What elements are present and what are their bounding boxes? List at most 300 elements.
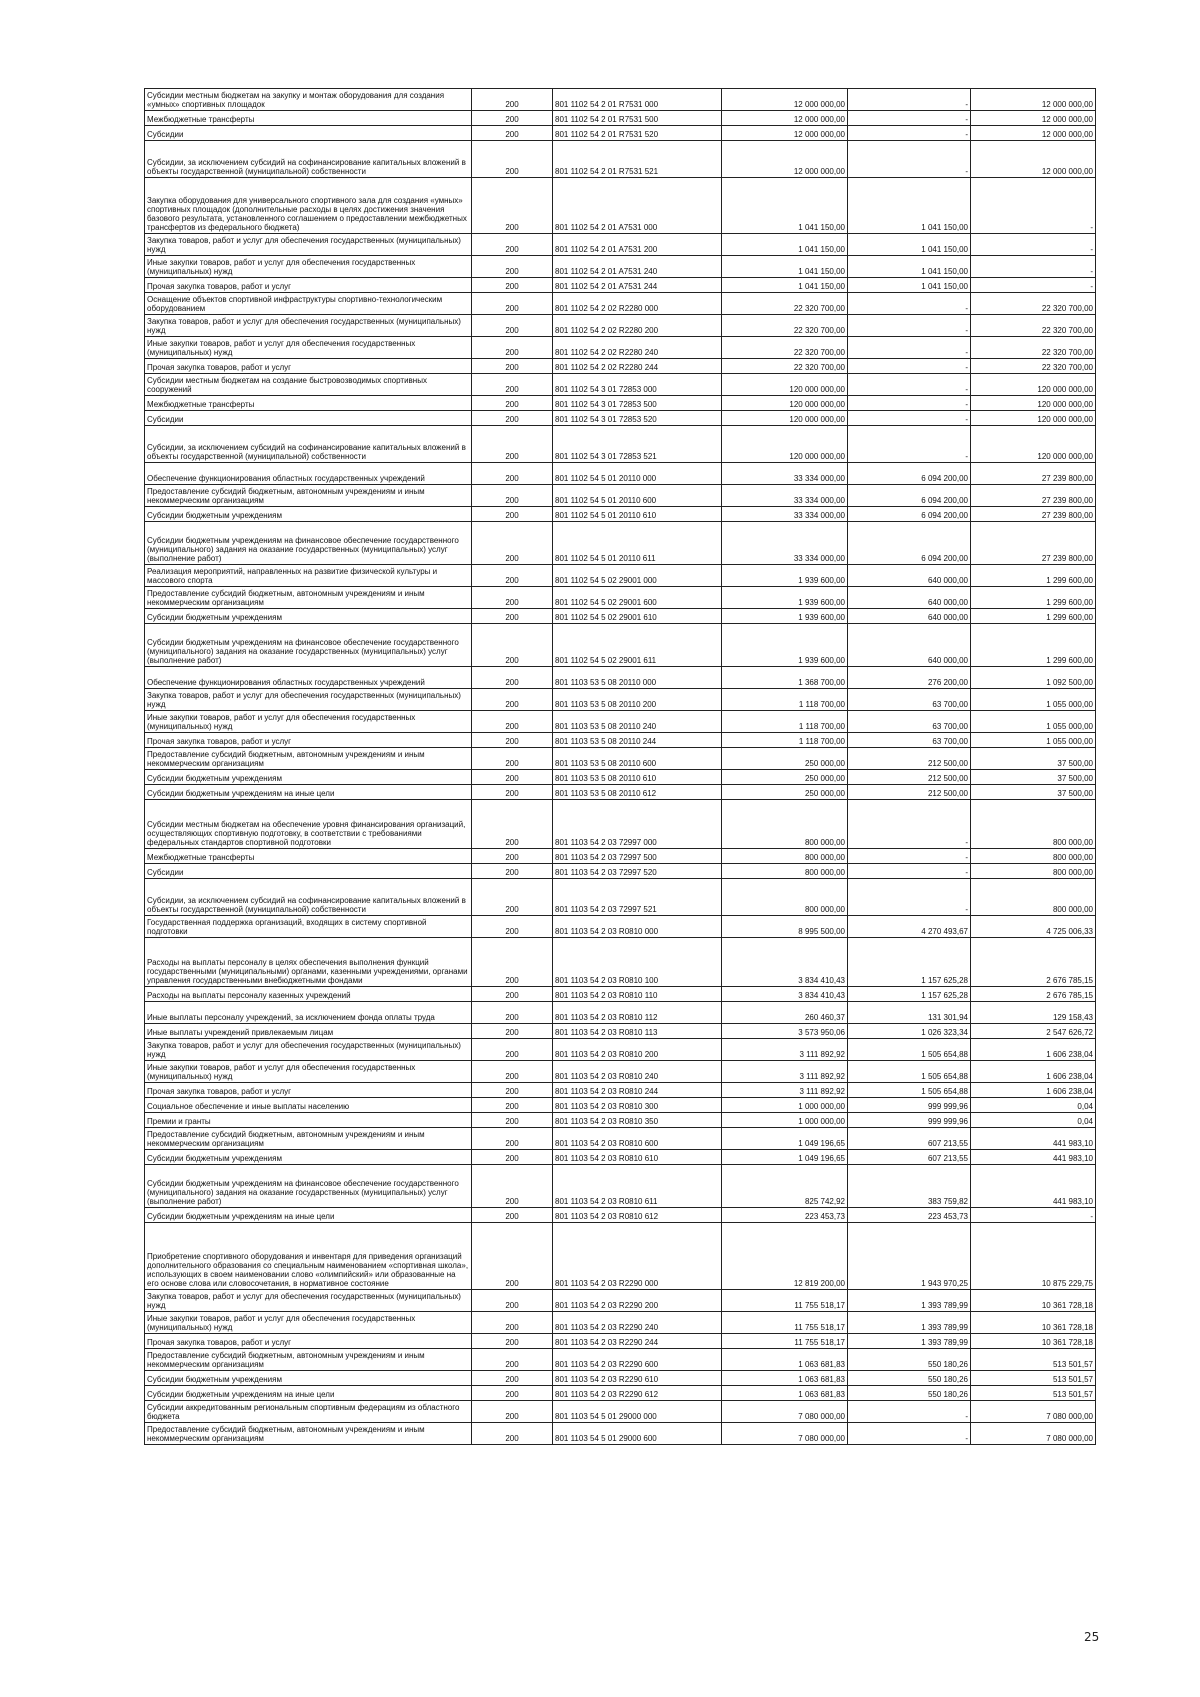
table-cell-name: Прочая закупка товаров, работ и услуг [145, 359, 472, 374]
table-cell-remainder: 120 000 000,00 [971, 396, 1096, 411]
table-cell-kbk: 801 1102 54 2 01 A7531 244 [553, 278, 722, 293]
table-cell-executed: - [848, 89, 971, 111]
table-cell-remainder: 1 299 600,00 [971, 565, 1096, 587]
table-cell-total: 8 995 500,00 [722, 916, 848, 938]
table-cell-kbk: 801 1103 54 2 03 R0810 244 [553, 1083, 722, 1098]
table-cell-remainder: 10 875 229,75 [971, 1223, 1096, 1290]
table-cell-executed: 550 180,26 [848, 1386, 971, 1401]
table-cell-name: Закупка товаров, работ и услуг для обеспечения государственных (муниципальных) нужд [145, 315, 472, 337]
table-cell-executed: 1 505 654,88 [848, 1039, 971, 1061]
table-cell-kbk: 801 1103 54 2 03 R2290 240 [553, 1312, 722, 1334]
table-cell-executed: 212 500,00 [848, 770, 971, 785]
table-cell-executed: - [848, 879, 971, 916]
table-cell-code: 200 [472, 800, 553, 849]
table-cell-remainder: 12 000 000,00 [971, 141, 1096, 178]
table-cell-kbk: 801 1102 54 3 01 72853 500 [553, 396, 722, 411]
table-cell-remainder: 1 092 500,00 [971, 667, 1096, 689]
table-cell-executed: 1 041 150,00 [848, 234, 971, 256]
table-cell-kbk: 801 1103 53 5 08 20110 200 [553, 689, 722, 711]
table-cell-executed: - [848, 411, 971, 426]
table-cell-name: Закупка товаров, работ и услуг для обеспечения государственных (муниципальных) нужд [145, 234, 472, 256]
table-cell-remainder: 37 500,00 [971, 770, 1096, 785]
table-row [145, 1223, 1096, 1290]
table-cell-kbk: 801 1102 54 3 01 72853 000 [553, 374, 722, 396]
table-cell-name: Субсидии бюджетным учреждениям [145, 507, 472, 522]
table-cell-name: Предоставление субсидий бюджетным, автономным учреждениям и иным некоммерческим организациям [145, 1128, 472, 1150]
table-cell-total: 1 041 150,00 [722, 178, 848, 234]
table-cell-name: Субсидии, за исключением субсидий на софинансирование капитальных вложений в объекты государственной (муниципальной) собственности [145, 879, 472, 916]
table-cell-code: 200 [472, 733, 553, 748]
table-cell-remainder: 12 000 000,00 [971, 126, 1096, 141]
table-cell-executed: 131 301,94 [848, 1002, 971, 1024]
table-cell-executed: 999 999,96 [848, 1113, 971, 1128]
table-cell-kbk: 801 1102 54 5 01 20110 610 [553, 507, 722, 522]
table-cell-executed: - [848, 111, 971, 126]
table-cell-name: Предоставление субсидий бюджетным, автономным учреждениям и иным некоммерческим организациям [145, 1349, 472, 1371]
table-cell-remainder: 7 080 000,00 [971, 1423, 1096, 1445]
table-cell-total: 22 320 700,00 [722, 359, 848, 374]
table-body [145, 89, 1096, 1445]
table-cell-code: 200 [472, 411, 553, 426]
table-cell-total: 33 334 000,00 [722, 485, 848, 507]
table-cell-total: 12 819 200,00 [722, 1223, 848, 1290]
table-cell-kbk: 801 1103 54 2 03 R2290 600 [553, 1349, 722, 1371]
table-cell-name: Субсидии, за исключением субсидий на софинансирование капитальных вложений в объекты государственной (муниципальной) собственности [145, 141, 472, 178]
table-cell-kbk: 801 1103 53 5 08 20110 610 [553, 770, 722, 785]
table-cell-total: 260 460,37 [722, 1002, 848, 1024]
table-cell-executed: - [848, 337, 971, 359]
table-cell-code: 200 [472, 1290, 553, 1312]
table-cell-executed: 1 505 654,88 [848, 1061, 971, 1083]
table-cell-code: 200 [472, 770, 553, 785]
table-cell-executed: 6 094 200,00 [848, 485, 971, 507]
table-row [145, 337, 1096, 359]
table-row [145, 565, 1096, 587]
table-row [145, 1334, 1096, 1349]
table-cell-kbk: 801 1103 54 2 03 R2290 244 [553, 1334, 722, 1349]
table-cell-kbk: 801 1103 54 5 01 29000 600 [553, 1423, 722, 1445]
table-row [145, 1098, 1096, 1113]
table-cell-remainder: 513 501,57 [971, 1386, 1096, 1401]
table-cell-executed: - [848, 396, 971, 411]
table-cell-kbk: 801 1102 54 2 01 R7531 520 [553, 126, 722, 141]
table-cell-code: 200 [472, 426, 553, 463]
table-row [145, 1039, 1096, 1061]
table-row [145, 770, 1096, 785]
table-cell-total: 3 834 410,43 [722, 938, 848, 987]
table-cell-kbk: 801 1103 53 5 08 20110 000 [553, 667, 722, 689]
table-cell-executed: 1 157 625,28 [848, 938, 971, 987]
table-cell-remainder: 22 320 700,00 [971, 293, 1096, 315]
table-cell-total: 1 368 700,00 [722, 667, 848, 689]
table-row [145, 1386, 1096, 1401]
table-cell-name: Иные закупки товаров, работ и услуг для обеспечения государственных (муниципальных) нужд [145, 711, 472, 733]
table-cell-kbk: 801 1102 54 3 01 72853 521 [553, 426, 722, 463]
table-cell-executed: 1 041 150,00 [848, 278, 971, 293]
table-cell-code: 200 [472, 864, 553, 879]
table-cell-remainder: 27 239 800,00 [971, 485, 1096, 507]
table-cell-total: 120 000 000,00 [722, 426, 848, 463]
table-cell-executed: 383 759,82 [848, 1165, 971, 1208]
table-cell-code: 200 [472, 396, 553, 411]
table-cell-total: 12 000 000,00 [722, 126, 848, 141]
table-cell-kbk: 801 1103 53 5 08 20110 240 [553, 711, 722, 733]
table-cell-code: 200 [472, 374, 553, 396]
table-cell-remainder: 800 000,00 [971, 849, 1096, 864]
table-cell-code: 200 [472, 141, 553, 178]
table-row [145, 1083, 1096, 1098]
table-cell-remainder: 27 239 800,00 [971, 507, 1096, 522]
table-cell-remainder: 22 320 700,00 [971, 337, 1096, 359]
table-cell-kbk: 801 1103 54 2 03 72997 500 [553, 849, 722, 864]
table-cell-total: 12 000 000,00 [722, 89, 848, 111]
table-cell-kbk: 801 1103 54 2 03 R0810 000 [553, 916, 722, 938]
table-cell-code: 200 [472, 1371, 553, 1386]
table-cell-executed: 223 453,73 [848, 1208, 971, 1223]
table-cell-remainder: 22 320 700,00 [971, 315, 1096, 337]
table-cell-name: Иные выплаты учреждений привлекаемым лицам [145, 1024, 472, 1039]
table-cell-executed: 640 000,00 [848, 624, 971, 667]
table-cell-kbk: 801 1103 54 2 03 R0810 350 [553, 1113, 722, 1128]
table-cell-name: Субсидии бюджетным учреждениям на иные цели [145, 1386, 472, 1401]
table-cell-name: Прочая закупка товаров, работ и услуг [145, 1083, 472, 1098]
table-row [145, 359, 1096, 374]
table-cell-code: 200 [472, 711, 553, 733]
table-cell-executed: 1 393 789,99 [848, 1334, 971, 1349]
table-cell-remainder: 2 676 785,15 [971, 987, 1096, 1002]
table-row [145, 1349, 1096, 1371]
table-cell-name: Государственная поддержка организаций, входящих в систему спортивной подготовки [145, 916, 472, 938]
table-cell-remainder: - [971, 278, 1096, 293]
table-cell-name: Субсидии [145, 864, 472, 879]
table-cell-total: 3 111 892,92 [722, 1083, 848, 1098]
table-cell-code: 200 [472, 748, 553, 770]
table-cell-code: 200 [472, 111, 553, 126]
table-row [145, 1128, 1096, 1150]
table-row [145, 1290, 1096, 1312]
table-cell-remainder: - [971, 1208, 1096, 1223]
table-cell-kbk: 801 1103 54 2 03 R0810 240 [553, 1061, 722, 1083]
budget-report-page [144, 88, 1096, 1445]
table-cell-remainder: 12 000 000,00 [971, 89, 1096, 111]
table-cell-kbk: 801 1102 54 2 01 R7531 000 [553, 89, 722, 111]
table-cell-kbk: 801 1102 54 5 02 29001 611 [553, 624, 722, 667]
table-cell-executed: - [848, 293, 971, 315]
table-cell-code: 200 [472, 1223, 553, 1290]
table-cell-name: Расходы на выплаты персоналу казенных учреждений [145, 987, 472, 1002]
table-cell-total: 11 755 518,17 [722, 1312, 848, 1334]
table-cell-code: 200 [472, 1312, 553, 1334]
page-number: 25 [1084, 1630, 1100, 1644]
table-cell-total: 22 320 700,00 [722, 293, 848, 315]
table-row [145, 485, 1096, 507]
table-cell-total: 1 118 700,00 [722, 733, 848, 748]
table-cell-code: 200 [472, 1150, 553, 1165]
table-cell-kbk: 801 1103 53 5 08 20110 600 [553, 748, 722, 770]
table-cell-code: 200 [472, 938, 553, 987]
table-cell-code: 200 [472, 689, 553, 711]
table-cell-remainder: 120 000 000,00 [971, 426, 1096, 463]
table-cell-total: 223 453,73 [722, 1208, 848, 1223]
table-cell-total: 1 939 600,00 [722, 624, 848, 667]
table-cell-remainder: - [971, 234, 1096, 256]
table-cell-kbk: 801 1103 54 2 03 R0810 300 [553, 1098, 722, 1113]
table-cell-name: Межбюджетные трансферты [145, 396, 472, 411]
table-cell-remainder: 2 547 626,72 [971, 1024, 1096, 1039]
table-cell-name: Закупка товаров, работ и услуг для обеспечения государственных (муниципальных) нужд [145, 1290, 472, 1312]
table-cell-total: 800 000,00 [722, 864, 848, 879]
table-cell-total: 1 000 000,00 [722, 1098, 848, 1113]
table-cell-code: 200 [472, 849, 553, 864]
table-row [145, 938, 1096, 987]
table-cell-executed: - [848, 1401, 971, 1423]
table-row [145, 1150, 1096, 1165]
table-cell-remainder: 120 000 000,00 [971, 411, 1096, 426]
table-cell-executed: - [848, 315, 971, 337]
table-cell-executed: 1 157 625,28 [848, 987, 971, 1002]
table-cell-name: Субсидии, за исключением субсидий на софинансирование капитальных вложений в объекты государственной (муниципальной) собственности [145, 426, 472, 463]
table-cell-name: Предоставление субсидий бюджетным, автономным учреждениям и иным некоммерческим организациям [145, 1423, 472, 1445]
table-cell-total: 33 334 000,00 [722, 463, 848, 485]
table-cell-code: 200 [472, 337, 553, 359]
table-cell-remainder: 37 500,00 [971, 748, 1096, 770]
table-cell-remainder: 27 239 800,00 [971, 463, 1096, 485]
table-cell-kbk: 801 1102 54 2 02 R2280 244 [553, 359, 722, 374]
table-row [145, 1113, 1096, 1128]
table-cell-executed: 640 000,00 [848, 609, 971, 624]
table-cell-name: Субсидии бюджетным учреждениям [145, 770, 472, 785]
table-cell-kbk: 801 1103 54 2 03 R0810 100 [553, 938, 722, 987]
table-cell-code: 200 [472, 1098, 553, 1113]
table-row [145, 256, 1096, 278]
table-cell-kbk: 801 1102 54 5 01 20110 000 [553, 463, 722, 485]
table-cell-name: Реализация мероприятий, направленных на развитие физической культуры и массового спорта [145, 565, 472, 587]
table-cell-kbk: 801 1102 54 2 01 R7531 500 [553, 111, 722, 126]
table-cell-total: 22 320 700,00 [722, 315, 848, 337]
table-cell-remainder: 441 983,10 [971, 1128, 1096, 1150]
table-cell-name: Иные закупки товаров, работ и услуг для обеспечения государственных (муниципальных) нужд [145, 1061, 472, 1083]
table-row [145, 396, 1096, 411]
table-cell-total: 7 080 000,00 [722, 1401, 848, 1423]
table-cell-total: 1 939 600,00 [722, 609, 848, 624]
table-cell-executed: 276 200,00 [848, 667, 971, 689]
table-cell-kbk: 801 1103 54 2 03 R0810 612 [553, 1208, 722, 1223]
table-cell-code: 200 [472, 1334, 553, 1349]
table-cell-executed: - [848, 1423, 971, 1445]
table-cell-kbk: 801 1103 54 2 03 R0810 600 [553, 1128, 722, 1150]
table-cell-executed: 212 500,00 [848, 785, 971, 800]
table-cell-name: Субсидии бюджетным учреждениям на финансовое обеспечение государственного (муниципального) задания на оказание государственных (муниципальных) услуг (выполнение работ) [145, 522, 472, 565]
table-cell-remainder: 2 676 785,15 [971, 938, 1096, 987]
table-cell-total: 7 080 000,00 [722, 1423, 848, 1445]
table-cell-code: 200 [472, 879, 553, 916]
table-cell-executed: 1 041 150,00 [848, 256, 971, 278]
table-cell-remainder: 1 299 600,00 [971, 624, 1096, 667]
table-cell-code: 200 [472, 565, 553, 587]
table-cell-code: 200 [472, 463, 553, 485]
table-cell-kbk: 801 1102 54 5 02 29001 600 [553, 587, 722, 609]
table-cell-total: 800 000,00 [722, 879, 848, 916]
table-cell-kbk: 801 1102 54 2 01 A7531 000 [553, 178, 722, 234]
table-cell-code: 200 [472, 1128, 553, 1150]
table-cell-total: 33 334 000,00 [722, 522, 848, 565]
table-cell-code: 200 [472, 1083, 553, 1098]
table-cell-code: 200 [472, 315, 553, 337]
table-cell-total: 250 000,00 [722, 748, 848, 770]
table-cell-name: Субсидии бюджетным учреждениям [145, 609, 472, 624]
table-cell-executed: - [848, 374, 971, 396]
table-cell-remainder: 1 299 600,00 [971, 587, 1096, 609]
table-cell-remainder: 1 606 238,04 [971, 1039, 1096, 1061]
table-cell-total: 800 000,00 [722, 800, 848, 849]
table-cell-remainder: 1 606 238,04 [971, 1061, 1096, 1083]
table-cell-total: 1 063 681,83 [722, 1386, 848, 1401]
table-cell-name: Субсидии местным бюджетам на закупку и монтаж оборудования для создания «умных» спортивных площадок [145, 89, 472, 111]
table-cell-code: 200 [472, 89, 553, 111]
table-cell-name: Закупка оборудования для универсального спортивного зала для создания «умных» спортивных площадок (дополнительные расходы в целях достижения значения базового результата, установленного соглашением о предоставлении межбюджетных трансфертов из федерального бюджета) [145, 178, 472, 234]
table-cell-executed: 4 270 493,67 [848, 916, 971, 938]
table-cell-remainder: 1 055 000,00 [971, 689, 1096, 711]
table-row [145, 141, 1096, 178]
table-cell-executed: 550 180,26 [848, 1349, 971, 1371]
table-cell-kbk: 801 1103 54 2 03 R0810 110 [553, 987, 722, 1002]
table-row [145, 879, 1096, 916]
table-row [145, 1024, 1096, 1039]
table-row [145, 463, 1096, 485]
table-cell-executed: 999 999,96 [848, 1098, 971, 1113]
table-cell-total: 33 334 000,00 [722, 507, 848, 522]
table-row [145, 785, 1096, 800]
table-cell-name: Закупка товаров, работ и услуг для обеспечения государственных (муниципальных) нужд [145, 1039, 472, 1061]
table-cell-executed: 550 180,26 [848, 1371, 971, 1386]
table-row [145, 689, 1096, 711]
table-row [145, 748, 1096, 770]
table-cell-name: Социальное обеспечение и иные выплаты населению [145, 1098, 472, 1113]
table-cell-kbk: 801 1103 54 2 03 R2290 612 [553, 1386, 722, 1401]
table-row [145, 411, 1096, 426]
table-row [145, 507, 1096, 522]
table-cell-executed: 6 094 200,00 [848, 463, 971, 485]
table-cell-code: 200 [472, 178, 553, 234]
table-cell-name: Субсидии местным бюджетам на создание быстровозводимых спортивных сооружений [145, 374, 472, 396]
table-cell-total: 1 049 196,65 [722, 1150, 848, 1165]
table-cell-executed: 63 700,00 [848, 711, 971, 733]
table-cell-executed: 1 943 970,25 [848, 1223, 971, 1290]
table-cell-executed: - [848, 849, 971, 864]
table-cell-executed: 1 393 789,99 [848, 1290, 971, 1312]
table-cell-name: Закупка товаров, работ и услуг для обеспечения государственных (муниципальных) нужд [145, 689, 472, 711]
table-cell-remainder: 120 000 000,00 [971, 374, 1096, 396]
table-cell-name: Иные выплаты персоналу учреждений, за исключением фонда оплаты труда [145, 1002, 472, 1024]
table-row [145, 522, 1096, 565]
table-cell-code: 200 [472, 1165, 553, 1208]
table-cell-kbk: 801 1102 54 2 02 R2280 200 [553, 315, 722, 337]
table-cell-name: Субсидии бюджетным учреждениям на финансовое обеспечение государственного (муниципального) задания на оказание государственных (муниципальных) услуг (выполнение работ) [145, 624, 472, 667]
table-cell-code: 200 [472, 1208, 553, 1223]
table-cell-kbk: 801 1103 54 2 03 72997 000 [553, 800, 722, 849]
table-row [145, 864, 1096, 879]
table-cell-name: Обеспечение функционирования областных государственных учреждений [145, 667, 472, 689]
table-cell-kbk: 801 1103 54 2 03 R0810 611 [553, 1165, 722, 1208]
table-cell-total: 12 000 000,00 [722, 111, 848, 126]
table-cell-total: 1 000 000,00 [722, 1113, 848, 1128]
table-cell-kbk: 801 1102 54 5 01 20110 611 [553, 522, 722, 565]
table-row [145, 1002, 1096, 1024]
table-row [145, 916, 1096, 938]
table-cell-executed: - [848, 141, 971, 178]
table-cell-remainder: 800 000,00 [971, 879, 1096, 916]
table-cell-kbk: 801 1103 54 2 03 72997 521 [553, 879, 722, 916]
table-cell-total: 1 939 600,00 [722, 587, 848, 609]
table-cell-remainder: 441 983,10 [971, 1165, 1096, 1208]
table-cell-code: 200 [472, 667, 553, 689]
table-row [145, 987, 1096, 1002]
table-cell-name: Межбюджетные трансферты [145, 111, 472, 126]
table-cell-total: 250 000,00 [722, 785, 848, 800]
table-row [145, 1401, 1096, 1423]
table-cell-remainder: 1 299 600,00 [971, 609, 1096, 624]
table-cell-code: 200 [472, 785, 553, 800]
table-row [145, 1312, 1096, 1334]
table-cell-name: Иные закупки товаров, работ и услуг для обеспечения государственных (муниципальных) нужд [145, 337, 472, 359]
table-row [145, 278, 1096, 293]
table-cell-name: Предоставление субсидий бюджетным, автономным учреждениям и иным некоммерческим организациям [145, 587, 472, 609]
table-cell-executed: 6 094 200,00 [848, 522, 971, 565]
table-cell-kbk: 801 1103 54 2 03 R0810 200 [553, 1039, 722, 1061]
table-cell-code: 200 [472, 1024, 553, 1039]
table-cell-kbk: 801 1102 54 2 01 R7531 521 [553, 141, 722, 178]
table-row [145, 89, 1096, 111]
table-cell-code: 200 [472, 587, 553, 609]
table-cell-name: Прочая закупка товаров, работ и услуг [145, 733, 472, 748]
table-cell-name: Субсидии бюджетным учреждениям на иные цели [145, 785, 472, 800]
table-cell-kbk: 801 1102 54 5 02 29001 000 [553, 565, 722, 587]
table-row [145, 624, 1096, 667]
table-cell-code: 200 [472, 359, 553, 374]
table-cell-kbk: 801 1103 54 2 03 R2290 610 [553, 1371, 722, 1386]
table-cell-remainder: 10 361 728,18 [971, 1334, 1096, 1349]
table-cell-kbk: 801 1102 54 2 02 R2280 000 [553, 293, 722, 315]
table-cell-remainder: 513 501,57 [971, 1349, 1096, 1371]
table-cell-total: 12 000 000,00 [722, 141, 848, 178]
table-cell-kbk: 801 1102 54 3 01 72853 520 [553, 411, 722, 426]
table-cell-total: 1 118 700,00 [722, 689, 848, 711]
table-cell-executed: - [848, 359, 971, 374]
table-cell-executed: 640 000,00 [848, 587, 971, 609]
table-cell-remainder: 1 055 000,00 [971, 711, 1096, 733]
table-cell-executed: 63 700,00 [848, 689, 971, 711]
table-cell-remainder: 0,04 [971, 1113, 1096, 1128]
table-cell-kbk: 801 1103 54 2 03 R2290 200 [553, 1290, 722, 1312]
table-cell-total: 11 755 518,17 [722, 1334, 848, 1349]
table-cell-name: Оснащение объектов спортивной инфраструктуры спортивно-технологическим оборудованием [145, 293, 472, 315]
table-cell-remainder: 800 000,00 [971, 800, 1096, 849]
table-cell-total: 825 742,92 [722, 1165, 848, 1208]
table-cell-total: 1 041 150,00 [722, 278, 848, 293]
table-cell-code: 200 [472, 1061, 553, 1083]
budget-execution-table [144, 88, 1096, 1445]
table-cell-code: 200 [472, 256, 553, 278]
table-cell-name: Субсидии [145, 126, 472, 141]
table-row [145, 800, 1096, 849]
table-cell-name: Субсидии [145, 411, 472, 426]
table-cell-executed: 1 505 654,88 [848, 1083, 971, 1098]
table-cell-kbk: 801 1103 53 5 08 20110 612 [553, 785, 722, 800]
table-cell-code: 200 [472, 522, 553, 565]
table-cell-remainder: 12 000 000,00 [971, 111, 1096, 126]
table-cell-total: 120 000 000,00 [722, 374, 848, 396]
table-row [145, 1371, 1096, 1386]
